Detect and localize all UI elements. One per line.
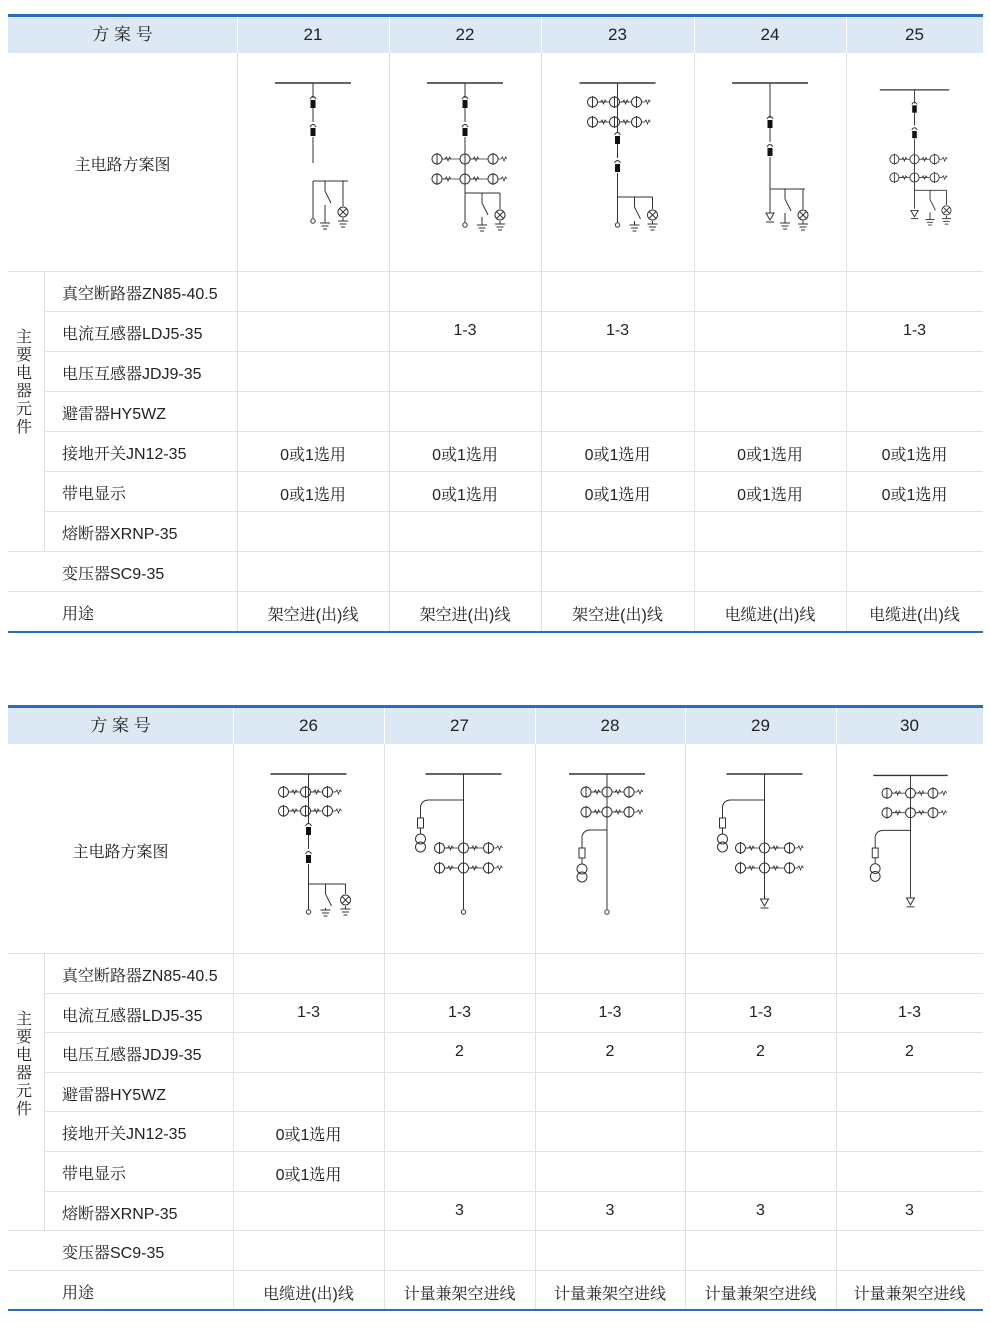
earthing-switch-symbol: [321, 884, 332, 916]
earthing-switch-symbol: [320, 181, 331, 229]
circuit-breaker-symbol: [462, 97, 468, 137]
row-label-6: 熔断器XRNP-35: [62, 1205, 178, 1223]
main-circuit-diagram-23: [541, 53, 694, 271]
scheme-number-23: 23: [608, 25, 627, 44]
scheme-number-21: 21: [303, 25, 323, 44]
header-scheme-label: 方 案 号: [90, 716, 151, 735]
row-label-7: 变压器SC9-35: [62, 566, 165, 583]
cell-value: 0或1选用: [737, 487, 803, 504]
row-label-1: 电流互感器LDJ5-35: [62, 1007, 203, 1025]
cell-value: 0或1选用: [280, 487, 346, 504]
main-circuit-diagram-28: [535, 744, 685, 953]
row-divider: [44, 1191, 983, 1192]
current-transformer-symbol: [632, 96, 651, 108]
circuit-breaker-symbol: [912, 102, 917, 138]
main-circuit-diagram-30: [836, 744, 983, 953]
current-transformer-symbol: [930, 172, 947, 183]
current-transformer-symbol: [624, 786, 643, 798]
scheme-number-27: 27: [450, 716, 469, 735]
cell-value: 0或1选用: [432, 447, 498, 464]
cell-value: 架空进(出)线: [267, 607, 359, 624]
current-transformer-symbol: [785, 862, 804, 874]
row-label-1: 电流互感器LDJ5-35: [62, 326, 203, 343]
row-label-0: 真空断路器ZN85-40.5: [62, 286, 218, 303]
row-divider: [8, 271, 983, 272]
row-divider: [44, 1151, 983, 1152]
current-transformer-symbol: [930, 154, 947, 165]
cell-value: 电缆进(出)线: [263, 1285, 354, 1303]
scheme-number-26: 26: [299, 716, 318, 735]
cell-value: 1-3: [598, 1003, 622, 1021]
cell-value: 0或1选用: [280, 447, 346, 464]
row-label-8: 用途: [62, 1284, 95, 1302]
current-transformer-symbol: [928, 787, 947, 799]
fuse-voltage-transformer-symbol: [577, 830, 607, 882]
live-indicator-symbol: [338, 181, 348, 227]
row-label-6: 熔断器XRNP-35: [62, 526, 178, 543]
cell-value: 3: [605, 1201, 615, 1219]
cell-value: 1-3: [447, 1003, 472, 1021]
group-divider: [44, 953, 45, 1230]
earth-symbol: [338, 221, 348, 227]
cell-value: 0或1选用: [584, 447, 651, 464]
cell-value: 电缆进(出)线: [724, 607, 816, 624]
header-row: [8, 708, 983, 744]
current-transformer-symbol: [928, 807, 947, 819]
cell-value: 0或1选用: [881, 487, 948, 504]
header-row: [8, 17, 983, 53]
row-divider: [44, 431, 983, 432]
main-circuit-diagram-22: [389, 53, 541, 271]
earth-symbol: [942, 219, 951, 224]
row-divider: [8, 591, 983, 592]
cell-value: 1-3: [748, 1003, 773, 1021]
live-indicator-symbol: [495, 193, 505, 230]
surge-arrester-symbol: [907, 898, 915, 907]
circuit-breaker-symbol: [306, 824, 312, 864]
cell-value: 计量兼架空进线: [553, 1285, 666, 1303]
earth-symbol: [648, 224, 658, 230]
group-divider: [44, 271, 45, 551]
current-transformer-symbol: [632, 116, 651, 128]
main-circuit-diagram-29: [685, 744, 836, 953]
current-transformer-symbol: [785, 842, 804, 854]
cable-end-symbol: [306, 910, 310, 914]
earth-symbol: [630, 225, 640, 231]
cell-value: 1-3: [296, 1003, 321, 1021]
earth-symbol: [320, 223, 330, 229]
scheme-number-22: 22: [455, 25, 475, 44]
live-indicator-symbol: [341, 884, 351, 915]
cell-value: 电缆进(出)线: [869, 607, 960, 624]
row-label-2: 电压互感器JDJ9-35: [62, 1047, 202, 1065]
cell-value: 计量兼架空进线: [403, 1285, 516, 1303]
circuit-breaker-symbol: [615, 133, 621, 173]
row-divider: [44, 471, 983, 472]
row-label-5: 带电显示: [62, 486, 127, 503]
surge-arrester-symbol: [911, 210, 918, 218]
cell-value: 1-3: [902, 322, 927, 339]
live-indicator-symbol: [942, 190, 951, 224]
scheme-number-24: 24: [760, 25, 780, 44]
current-transformer-symbol: [484, 862, 503, 874]
cell-value: 计量兼架空进线: [853, 1285, 966, 1303]
live-indicator-symbol: [648, 197, 658, 230]
earthing-switch-symbol: [477, 193, 488, 231]
cell-value: 架空进(出)线: [419, 607, 511, 624]
header-scheme-label: 方 案 号: [92, 25, 153, 44]
cell-value: 0或1选用: [584, 487, 651, 504]
cell-value: 2: [455, 1043, 464, 1061]
scheme-table-1: [8, 14, 983, 632]
row-divider: [44, 511, 983, 512]
cell-value: 1-3: [605, 322, 630, 339]
row-label-3: 避雷器HY5WZ: [62, 1086, 167, 1104]
row-label-0: 真空断路器ZN85-40.5: [62, 968, 218, 985]
earthing-switch-symbol: [925, 190, 935, 225]
diagram-row-label: 主电路方案图: [74, 157, 171, 174]
earth-symbol: [798, 224, 808, 230]
row-divider: [8, 1270, 983, 1271]
current-transformer-symbol: [484, 842, 503, 854]
cable-end-symbol: [605, 910, 609, 914]
cable-end-symbol: [463, 223, 467, 227]
row-label-2: 电压互感器JDJ9-35: [62, 366, 202, 383]
row-label-3: 避雷器HY5WZ: [62, 406, 167, 423]
group-label: 主要电器元件: [15, 329, 32, 436]
row-label-5: 带电显示: [62, 1166, 127, 1183]
row-label-7: 变压器SC9-35: [62, 1245, 165, 1263]
earth-symbol: [341, 909, 351, 915]
cell-value: 0或1选用: [881, 447, 948, 464]
main-circuit-diagram-21: [237, 53, 389, 271]
cell-value: 0或1选用: [275, 1127, 342, 1145]
earth-symbol: [780, 223, 790, 229]
earth-symbol: [321, 910, 331, 916]
row-divider: [44, 351, 983, 352]
main-circuit-diagram-24: [694, 53, 846, 271]
cell-value: 2: [605, 1043, 615, 1061]
scheme-number-28: 28: [600, 716, 620, 735]
cell-value: 计量兼架空进线: [704, 1285, 817, 1303]
cell-value: 架空进(出)线: [572, 607, 663, 624]
cable-end-symbol: [615, 223, 619, 227]
diagram-row-label: 主电路方案图: [72, 843, 169, 861]
current-transformer-symbol: [323, 805, 342, 817]
cell-value: 2: [905, 1043, 914, 1061]
row-divider: [8, 1230, 983, 1231]
fuse-voltage-transformer-symbol: [870, 830, 910, 881]
cell-value: 1-3: [453, 322, 477, 339]
cell-value: 3: [905, 1201, 914, 1219]
main-circuit-diagram-25: [846, 53, 983, 271]
live-indicator-symbol: [798, 189, 808, 230]
cell-value: 3: [756, 1201, 765, 1219]
row-divider: [44, 1072, 983, 1073]
earth-symbol: [925, 220, 934, 225]
cable-end-symbol: [311, 219, 315, 223]
table-bottom-rule: [8, 1309, 983, 1311]
current-transformer-symbol: [488, 153, 507, 165]
current-transformer-symbol: [323, 786, 342, 798]
row-label-4: 接地开关JN12-35: [62, 1126, 187, 1144]
circuit-breaker-symbol: [767, 117, 773, 157]
surge-arrester-symbol: [766, 213, 774, 222]
scheme-number-25: 25: [905, 25, 924, 44]
current-transformer-symbol: [624, 806, 643, 818]
row-label-8: 用途: [62, 606, 95, 623]
main-circuit-diagram-27: [384, 744, 535, 953]
group-label: 主要电器元件: [15, 1011, 32, 1118]
row-divider: [44, 1111, 983, 1112]
row-divider: [44, 993, 983, 994]
circuit-breaker-symbol: [310, 97, 316, 137]
scheme-number-30: 30: [900, 716, 919, 735]
main-circuit-diagram-26: [233, 744, 384, 953]
scheme-number-29: 29: [751, 716, 770, 735]
row-divider: [44, 1032, 983, 1033]
earth-symbol: [477, 225, 487, 231]
cable-end-symbol: [461, 910, 465, 914]
row-divider: [44, 311, 983, 312]
table-bottom-rule: [8, 631, 983, 633]
row-label-4: 接地开关JN12-35: [62, 446, 187, 463]
cell-value: 1-3: [897, 1003, 922, 1021]
row-divider: [8, 953, 983, 954]
earth-symbol: [495, 224, 505, 230]
cell-value: 3: [455, 1201, 464, 1219]
cell-value: 0或1选用: [275, 1167, 342, 1184]
cell-value: 0或1选用: [737, 447, 803, 464]
row-divider: [8, 551, 983, 552]
earthing-switch-symbol: [780, 189, 791, 229]
row-divider: [44, 391, 983, 392]
cell-value: 0或1选用: [432, 487, 498, 504]
surge-arrester-symbol: [761, 899, 769, 908]
earthing-switch-symbol: [630, 197, 641, 231]
current-transformer-symbol: [488, 173, 507, 185]
scheme-table-2: [8, 705, 983, 1315]
cell-value: 2: [756, 1043, 765, 1061]
